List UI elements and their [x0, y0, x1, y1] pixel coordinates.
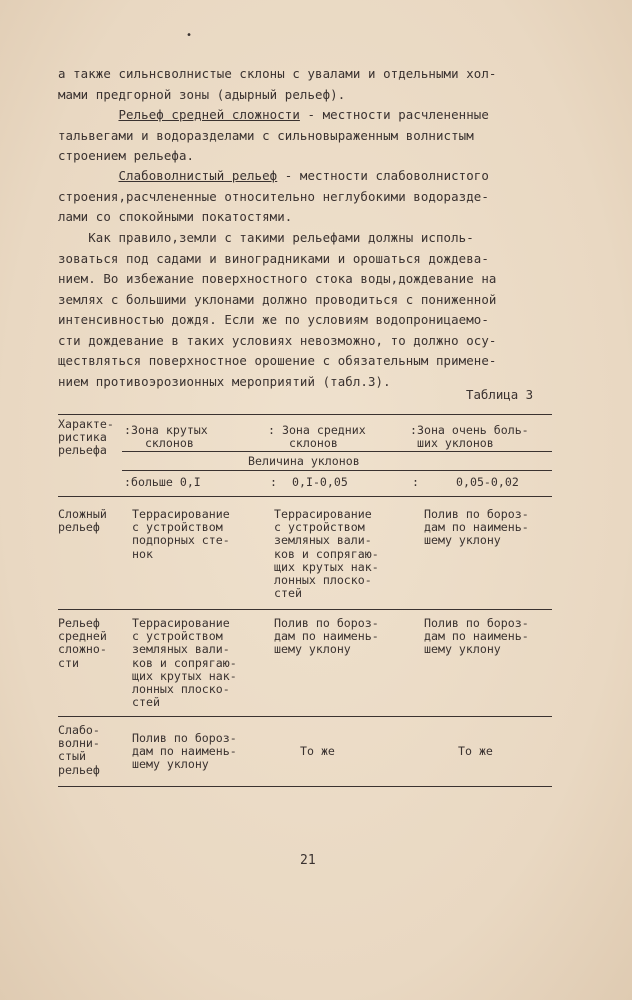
- term-weak-wavy-relief: Слабоволнистый рельеф: [118, 168, 278, 183]
- line: сти дождевание в таких условиях невозможно, то должно осу-: [58, 332, 497, 348]
- header-steep-zone: :Зона крутых склонов: [124, 423, 208, 451]
- page-number: 21: [300, 853, 316, 868]
- header-very-large-zone: :Зона очень боль- ших уклонов: [410, 423, 529, 451]
- table-rule-bottom: [58, 786, 552, 787]
- line: интенсивностью дождя. Если же по условиям водопроницаемо-: [58, 312, 489, 327]
- table-cell: Полив по бороз- дам по наимень- шему уклону: [132, 731, 237, 772]
- line: - местности слабоволнистого: [277, 168, 489, 183]
- table-cell: То же: [458, 744, 493, 758]
- table-rule-top: [58, 414, 552, 415]
- table-cell: Террасирование с устройством земляных вали- ков и сопрягаю- щих крутых нак- лонных плоско- стей: [132, 616, 237, 710]
- table-cell: Террасирование с устройством земляных вали- ков и сопрягаю- щих крутых нак- лонных плоско- стей: [274, 507, 379, 601]
- line: Как правило,земли с такими рельефами должны исполь-: [58, 230, 474, 245]
- slope-sep-3: :: [412, 475, 419, 489]
- table-rule-sub2: [122, 470, 552, 471]
- line: - местности расчлененные: [299, 107, 489, 122]
- paragraph-2: [58, 105, 558, 167]
- row-label-complex: Сложный рельеф: [58, 507, 107, 535]
- paragraph-4: [58, 228, 558, 392]
- row-label-weak-wavy: Слабо- волни- стый рельеф: [58, 723, 100, 777]
- term-medium-relief: Рельеф средней сложности: [118, 107, 300, 122]
- row-label-medium: Рельеф средней сложно- сти: [58, 616, 107, 670]
- slope-medium: 0,I-0,05: [292, 475, 348, 489]
- table-rule-row1: [58, 609, 552, 610]
- line: а также сильнсволнистые склоны с увалами и отдельными хол-: [58, 66, 497, 81]
- line: землях с большими уклонами должно проводиться с пониженной: [58, 291, 497, 307]
- line: лами со спокойными покатостями.: [58, 209, 293, 224]
- paragraph-3: [58, 166, 558, 228]
- table-cell: Террасирование с устройством подпорных сте- нок: [132, 507, 230, 561]
- table-cell: Полив по бороз- дам по наимень- шему уклону: [274, 616, 379, 657]
- line: нием. Во избежание поверхностного стока воды,дождевание на: [58, 271, 497, 286]
- line: зоваться под садами и виноградниками и орошаться дождева-: [58, 250, 489, 266]
- table-rule-header: [58, 496, 552, 497]
- header-relief-characteristic: Характе- ристика рельефа: [58, 417, 114, 458]
- line: ществляться поверхностное орошение с обязательным примене-: [58, 353, 497, 368]
- ink-speck: •: [186, 30, 193, 41]
- header-medium-zone: : Зона средних склонов: [268, 423, 366, 451]
- line: мами предгорной зоны (адырный рельеф).: [58, 86, 346, 102]
- table-cell: Полив по бороз- дам по наимень- шему уклону: [424, 616, 529, 657]
- line: строения,расчлененные относительно неглубокими водоразде-: [58, 188, 489, 204]
- line: нием противоэрозионных мероприятий (табл.3).: [58, 373, 391, 389]
- table-cell: То же: [300, 744, 335, 758]
- slope-very-large: 0,05-0,02: [456, 475, 519, 489]
- line: строением рельефа.: [58, 148, 195, 163]
- header-slope-value: Величина уклонов: [248, 454, 360, 468]
- table-rule-sub: [122, 451, 552, 452]
- table-rule-row2: [58, 716, 552, 717]
- table-cell: Полив по бороз- дам по наимень- шему уклону: [424, 507, 529, 548]
- line: тальвегами и водоразделами с сильновыраженным волнистым: [58, 127, 474, 143]
- paragraph-1: [58, 64, 558, 105]
- slope-steep: :больше 0,I: [124, 475, 201, 489]
- slope-sep-2: :: [270, 475, 277, 489]
- table-caption: Таблица 3: [466, 387, 534, 402]
